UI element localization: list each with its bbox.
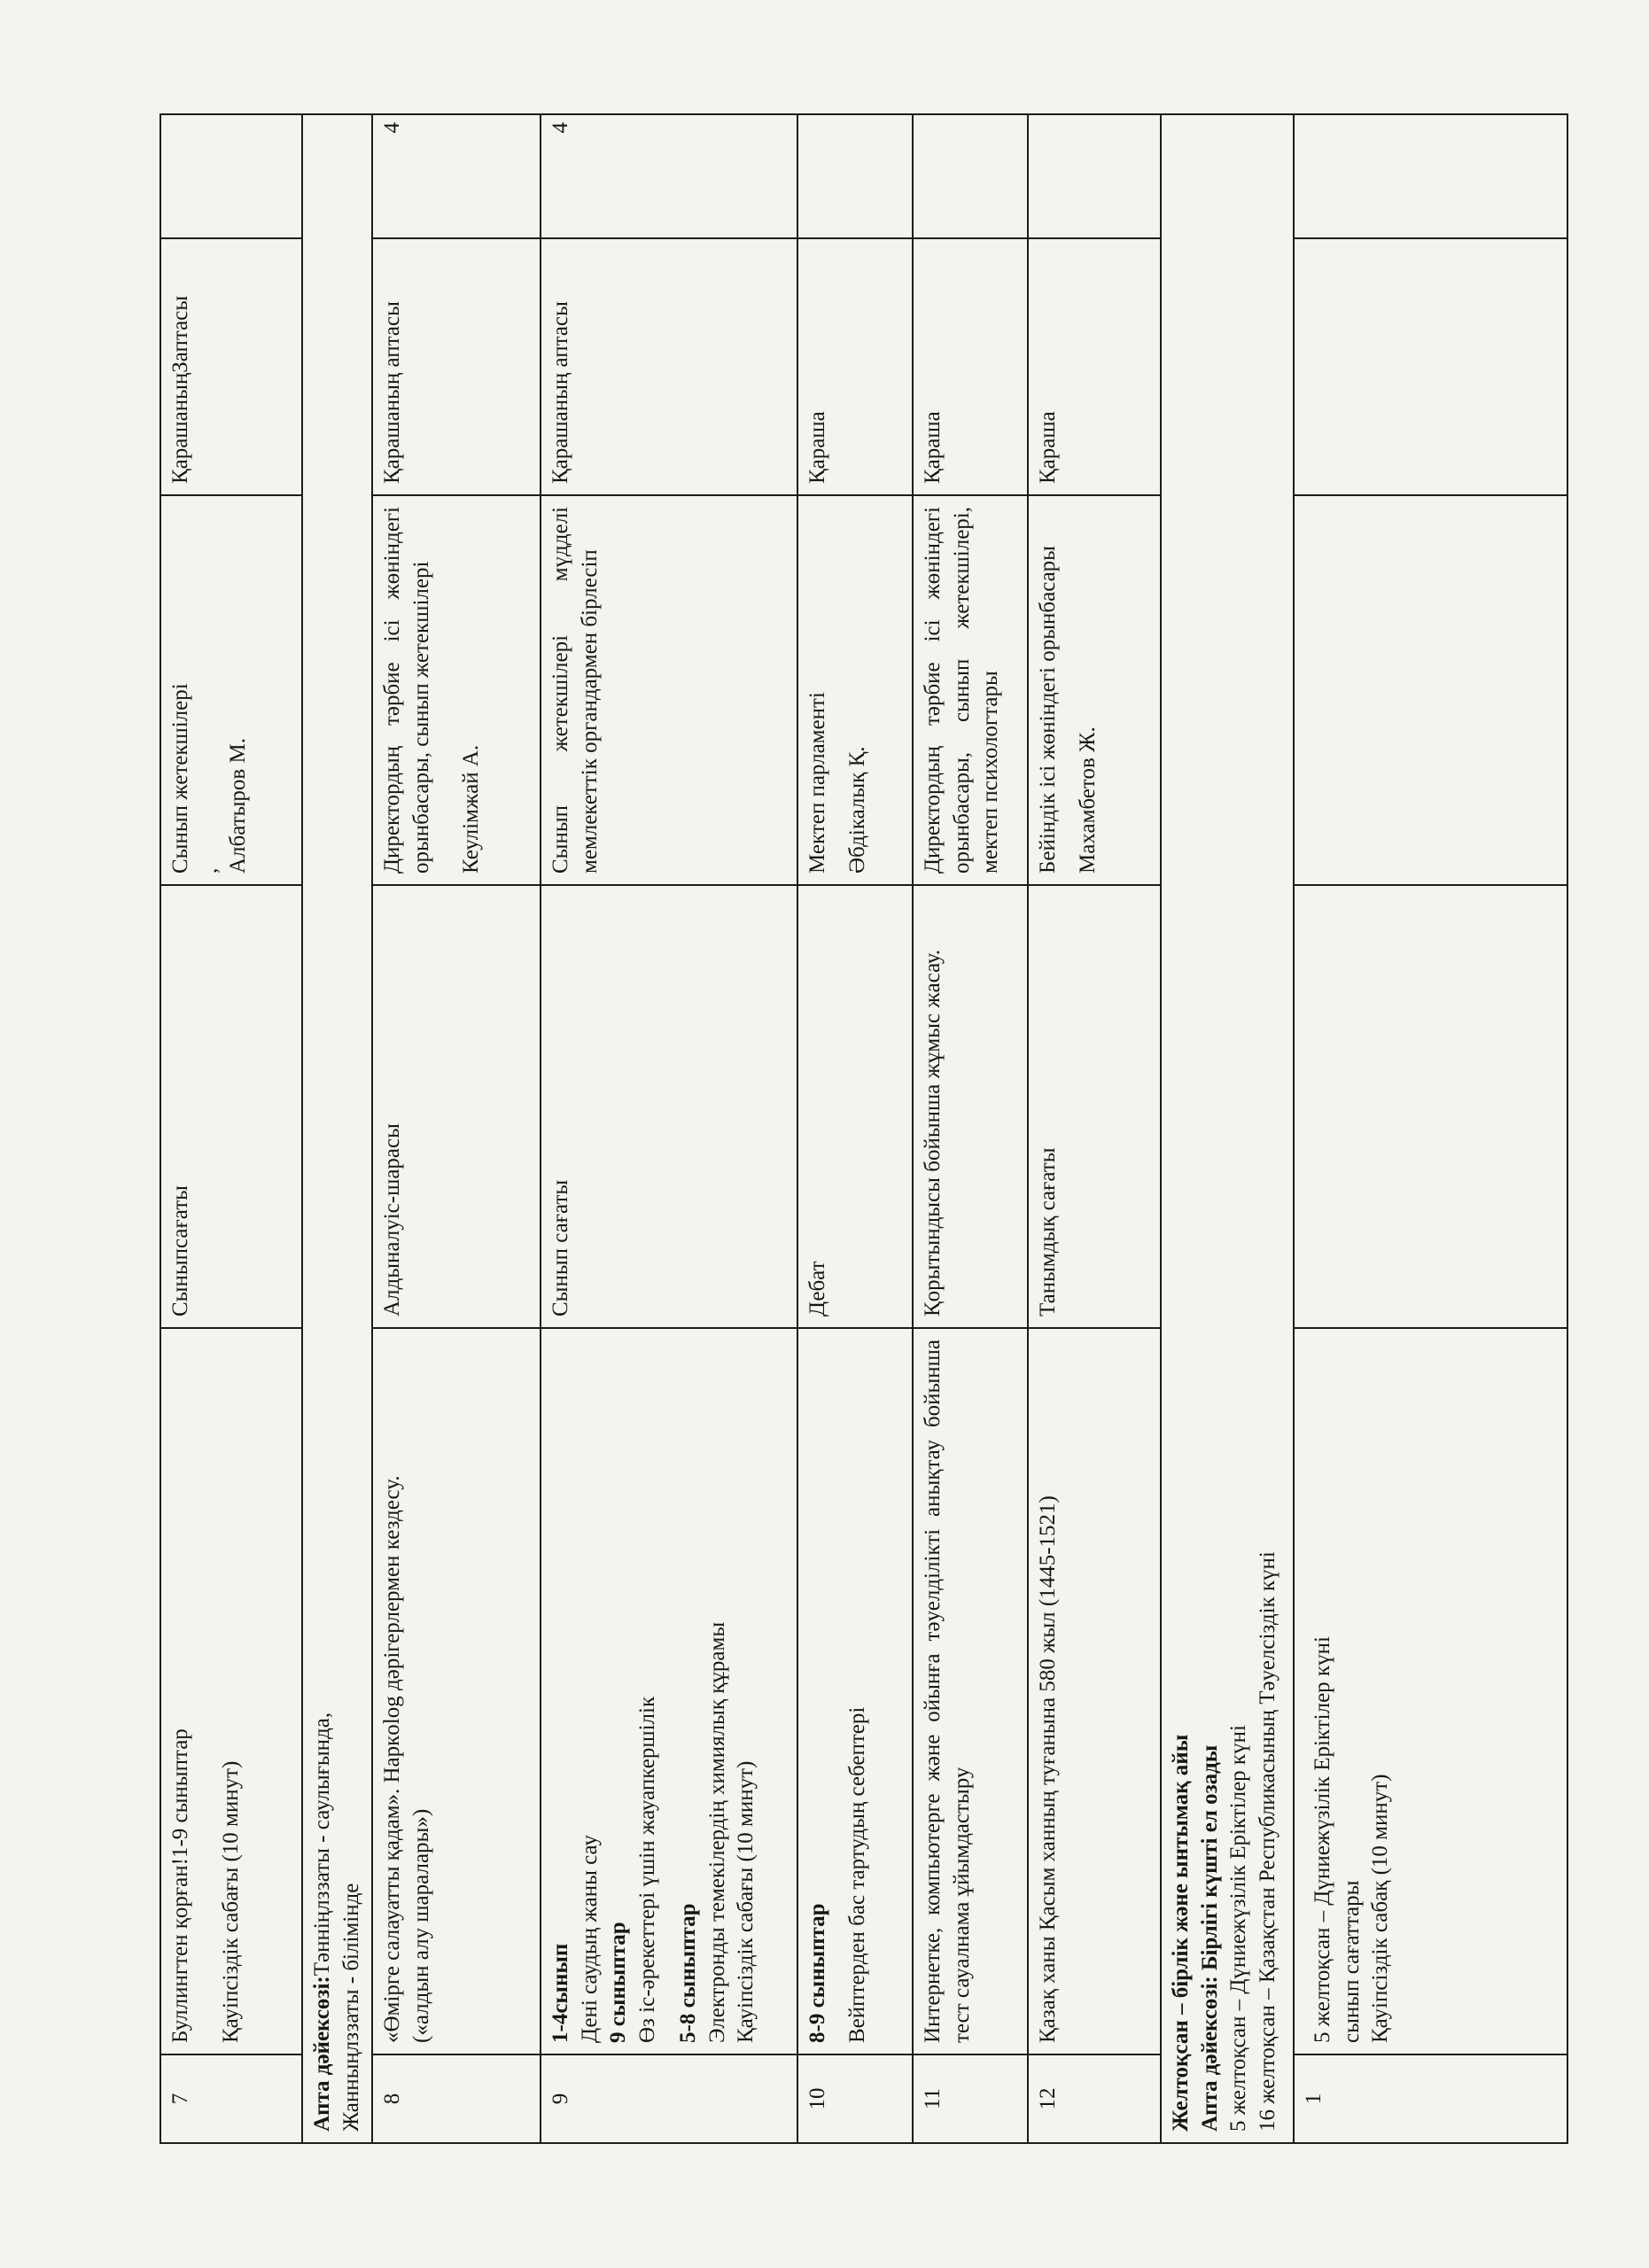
section-row	[302, 114, 372, 2143]
rotated-content	[159, 115, 1568, 2144]
responsible-cell: Сынып жетекшілері мүдделі мемлекеттік органдармен бірлесіп	[541, 495, 797, 885]
group-heading: 8-9 сыныптар	[805, 1903, 829, 2043]
event-cell	[1294, 1328, 1567, 2054]
event-title: 5 желтоқсан – Дүниежүзілік Еріктілер күні	[1311, 1636, 1334, 2043]
responsible-group: Мектеп парламенті	[805, 692, 829, 874]
month-title: Желтоқсан – бірлік және ынтымақ айы	[1169, 1734, 1193, 2132]
group-topic: Өз іс-әрекеттері үшін жауапкершілік	[634, 1696, 659, 2043]
group-topic: Дені саудың жаны сау	[577, 1835, 602, 2043]
responsible-group: Директордың тәрбие ісі жөніндегі орынбасары, сынып жетекшілері	[380, 507, 433, 874]
responsible-cell	[372, 495, 541, 885]
row-number: 1	[1294, 2054, 1567, 2143]
responsible-cell	[1028, 495, 1161, 885]
event-note: («алдын алу шаралары»)	[408, 1808, 433, 2043]
note-cell	[372, 114, 541, 238]
row-number: 12	[1028, 2054, 1161, 2143]
note-cell	[797, 114, 913, 238]
group-heading: 1-4сынып	[548, 1943, 572, 2043]
row-number: 8	[372, 2054, 541, 2143]
note-cell	[160, 114, 302, 238]
form-cell: Қорытындысы бойынша жұмыс жасау.	[913, 885, 1028, 1328]
note-cell	[1028, 114, 1161, 238]
table-row	[160, 114, 302, 2143]
deadline-cell: Қараша	[1028, 238, 1161, 495]
event-cell	[160, 1328, 302, 2054]
form-cell: Сынып сағаты	[541, 885, 797, 1328]
deadline-cell: Қарашаның аптасы	[541, 238, 797, 495]
deadline-cell: Қараша	[913, 238, 1028, 495]
note-cell	[541, 114, 797, 238]
event-subtitle: Қауіпсіздік сабақ (10 минут)	[1368, 1774, 1392, 2043]
responsible-cell	[1294, 495, 1567, 885]
group-heading: 5-8 сыныптар	[676, 1903, 700, 2043]
responsible-separator: ,	[197, 867, 222, 874]
note-cell	[1294, 114, 1567, 238]
responsible-person: Махамбетов Ж.	[1075, 726, 1100, 874]
week-quote: Апта дәйексөзі: Бірлігі күшті ел озады	[1197, 1744, 1222, 2132]
responsible-cell: Директордың тәрбие ісі жөніндегі орынбасары, сынып жетекшілері, мектеп психологтары	[913, 495, 1028, 885]
scanned-document-page	[159, 115, 1568, 2144]
group-heading: 9 сыныптар	[606, 1922, 630, 2043]
quote-text-continued: Жанныңлззаты - білімінде	[338, 1883, 363, 2132]
responsible-group: Сынып жетекшілері	[168, 683, 192, 874]
note-cell	[913, 114, 1028, 238]
row-number: 10	[797, 2054, 913, 2143]
row-number: 11	[913, 2054, 1028, 2143]
holiday-line: 5 желтоқсан – Дүниежүзілік Еріктілер күні	[1226, 1725, 1250, 2132]
responsible-cell	[160, 495, 302, 885]
section-row	[1161, 114, 1294, 2143]
row-number: 9	[541, 2054, 797, 2143]
table-row	[372, 114, 541, 2143]
event-cell: Қазақ ханы Қасым ханның туғанына 580 жыл (1445-1521)	[1028, 1328, 1161, 2054]
group-topic: Электронды темекілердің химиялық құрамы	[704, 1621, 729, 2043]
quote-text: Тәнніңлззаты - саулығында,	[310, 1712, 334, 1977]
event-subtitle: сынып сағаттары	[1339, 1880, 1364, 2043]
responsible-person: Кеулімжай А.	[459, 744, 483, 874]
deadline-cell: ҚарашаныңЗаптасы	[160, 238, 302, 495]
form-cell	[1294, 885, 1567, 1328]
row-number: 7	[160, 2054, 302, 2143]
form-cell: Дебат	[797, 885, 913, 1328]
event-plan-table	[159, 113, 1568, 2144]
deadline-cell	[1294, 238, 1567, 495]
form-cell: Сыныпсағаты	[160, 885, 302, 1328]
month-header	[1161, 114, 1294, 2143]
event-title: «Өмірге салауатты қадам». Наркolog дәрігерлермен кездесу.	[380, 1475, 404, 2043]
week-number: 4	[548, 122, 572, 134]
quote-label: Апта дәйексөзі:	[310, 1976, 334, 2132]
table-row	[541, 114, 797, 2143]
event-cell: Интернетке, компьютерге және ойынға тәуелділікті анықтау бойынша тест сауалнама ұйымдастыру	[913, 1328, 1028, 2054]
holiday-line: 16 желтоқсан – Қазақстан Республикасының Тәуелсіздік күні	[1255, 1551, 1280, 2132]
group-topic-extra: Қауіпсіздік сабағы (10 минут)	[734, 1760, 758, 2043]
table-row	[913, 114, 1028, 2143]
event-cell	[541, 1328, 797, 2054]
responsible-person: Албатыров М.	[226, 738, 250, 874]
table-row	[1028, 114, 1161, 2143]
section-header	[302, 114, 372, 2143]
deadline-cell: Қараша	[797, 238, 913, 495]
week-number: 4	[380, 122, 404, 134]
deadline-cell: Қарашаның аптасы	[372, 238, 541, 495]
responsible-person: Әбдікалық Қ.	[844, 746, 869, 874]
form-cell: Танымдық сағаты	[1028, 885, 1161, 1328]
event-title: Буллингтен қорған!1-9 сыныптар	[168, 1728, 192, 2043]
event-subtitle: Қауіпсіздік сабағы (10 минут)	[218, 1760, 243, 2043]
responsible-cell	[797, 495, 913, 885]
event-cell	[797, 1328, 913, 2054]
form-cell: Алдыналуіс-шарасы	[372, 885, 541, 1328]
group-topic: Вейптерден бас тартудың себептері	[844, 1706, 869, 2043]
responsible-group: Бейіндік ісі жөніндегі орынбасары	[1036, 546, 1060, 874]
table-row	[1294, 114, 1567, 2143]
event-cell	[372, 1328, 541, 2054]
table-row	[797, 114, 913, 2143]
